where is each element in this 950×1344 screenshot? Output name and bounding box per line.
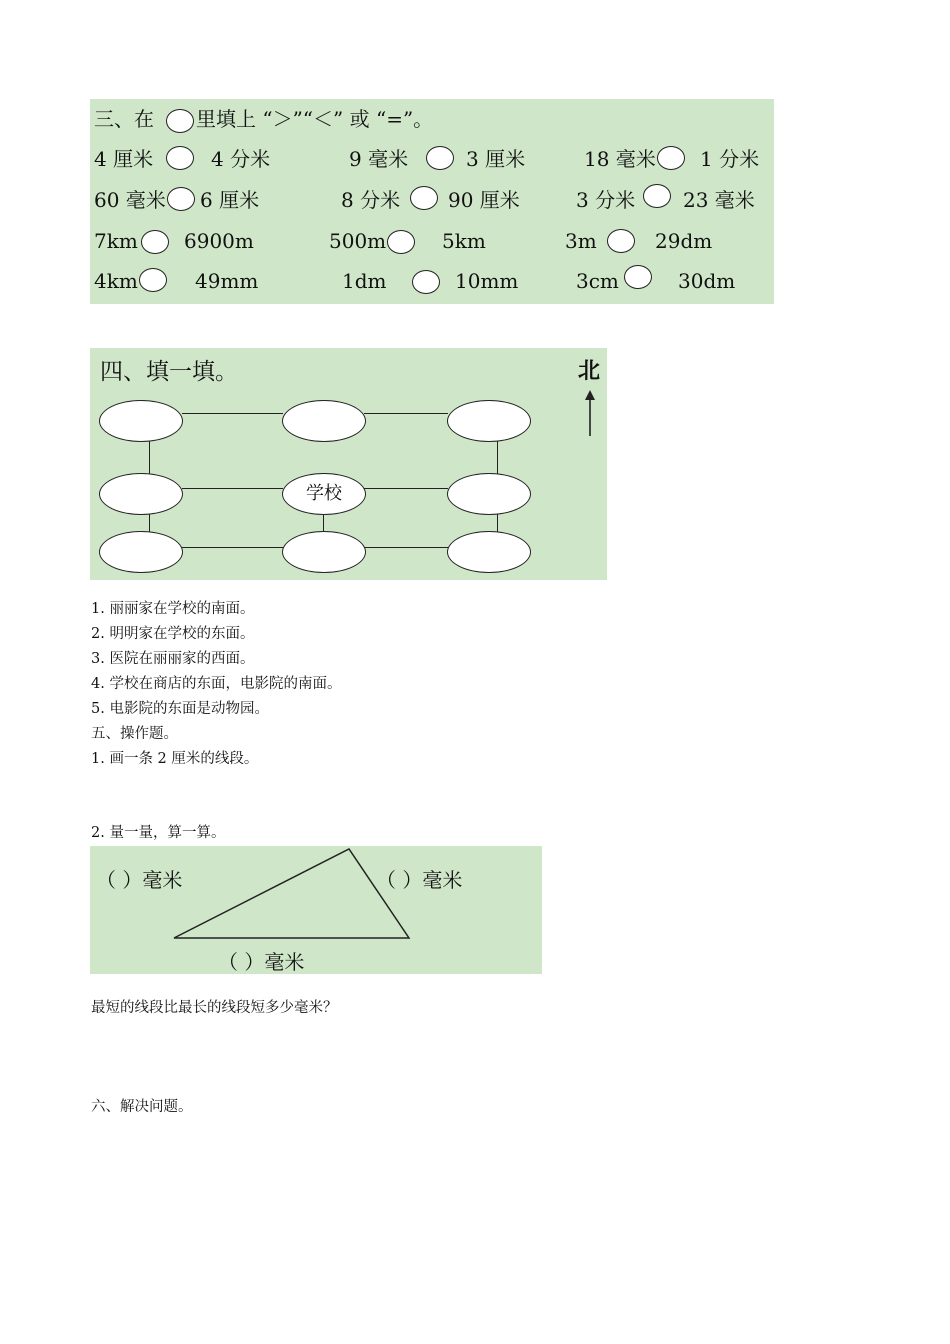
compare-circle[interactable] xyxy=(410,186,438,210)
clue: 3. 医院在丽丽家的西面。 xyxy=(91,651,255,667)
north-label: 北 xyxy=(578,359,601,384)
map-school: 学校 xyxy=(282,473,366,515)
map-connector xyxy=(182,488,283,489)
map-connector xyxy=(182,547,283,548)
cmp-left: 3cm xyxy=(576,269,619,293)
north-arrow-icon xyxy=(582,390,598,438)
cmp-left: 4km xyxy=(94,269,138,293)
cmp-right: 4 分米 xyxy=(211,147,271,171)
map-connector xyxy=(364,488,448,489)
section6-title: 六、解决问题。 xyxy=(91,1099,193,1115)
cmp-left: 500m xyxy=(329,229,387,253)
cmp-right: 6900m xyxy=(184,229,254,253)
compare-circle[interactable] xyxy=(607,229,635,253)
cmp-left: 60 毫米 xyxy=(94,188,166,212)
cmp-left: 3m xyxy=(565,229,597,253)
compare-circle[interactable] xyxy=(412,270,440,294)
cmp-left: 18 毫米 xyxy=(584,147,656,171)
section4-title: 四、填一填。 xyxy=(100,359,238,385)
map-connector xyxy=(497,514,498,532)
compare-circle[interactable] xyxy=(426,146,454,170)
map-connector xyxy=(497,441,498,475)
cmp-left: 7km xyxy=(94,229,138,253)
cmp-left: 3 分米 xyxy=(576,188,636,212)
cmp-right: 23 毫米 xyxy=(683,188,755,212)
compare-circle[interactable] xyxy=(624,265,652,289)
compare-circle[interactable] xyxy=(141,230,169,254)
map-slot-nw[interactable] xyxy=(99,400,183,442)
clue: 4. 学校在商店的东面，电影院的南面。 xyxy=(91,676,342,692)
section5-q1: 1. 画一条 2 厘米的线段。 xyxy=(91,751,259,767)
clue: 1. 丽丽家在学校的南面。 xyxy=(91,601,255,617)
map-slot-ne[interactable] xyxy=(447,400,531,442)
map-connector xyxy=(149,514,150,532)
compare-circle[interactable] xyxy=(387,230,415,254)
map-slot-s[interactable] xyxy=(282,531,366,573)
map-slot-e[interactable] xyxy=(447,473,531,515)
cmp-left: 1dm xyxy=(342,269,387,293)
cmp-right: 10mm xyxy=(455,269,519,293)
compare-circle[interactable] xyxy=(167,187,195,211)
compare-circle[interactable] xyxy=(643,184,671,208)
map-slot-se[interactable] xyxy=(447,531,531,573)
section3-title-b: 里填上 “＞”“＜” 或 “=”。 xyxy=(196,107,434,131)
cmp-right: 1 分米 xyxy=(700,147,760,171)
map-slot-n[interactable] xyxy=(282,400,366,442)
map-connector xyxy=(364,413,448,414)
cmp-right: 3 厘米 xyxy=(466,147,526,171)
compare-circle[interactable] xyxy=(657,146,685,170)
title-circle-icon xyxy=(166,109,194,133)
section5-q2: 2. 量一量，算一算。 xyxy=(91,825,226,841)
compare-circle[interactable] xyxy=(139,268,167,292)
cmp-left: 4 厘米 xyxy=(94,147,154,171)
cmp-left: 8 分米 xyxy=(341,188,401,212)
blank-bottom-side[interactable]: （ ）毫米 xyxy=(218,950,305,974)
map-connector xyxy=(364,547,448,548)
section3-title-a: 三、在 xyxy=(94,107,154,131)
cmp-right: 90 厘米 xyxy=(448,188,520,212)
map-slot-sw[interactable] xyxy=(99,531,183,573)
blank-left-side[interactable]: （ ）毫米 xyxy=(96,868,183,892)
map-connector xyxy=(149,441,150,475)
clue: 5. 电影院的东面是动物园。 xyxy=(91,701,269,717)
map-connector xyxy=(323,514,324,532)
cmp-right: 29dm xyxy=(655,229,713,253)
cmp-right: 5km xyxy=(442,229,486,253)
cmp-right: 30dm xyxy=(678,269,736,293)
clue: 2. 明明家在学校的东面。 xyxy=(91,626,255,642)
compare-circle[interactable] xyxy=(166,146,194,170)
cmp-right: 49mm xyxy=(195,269,259,293)
map-slot-w[interactable] xyxy=(99,473,183,515)
section5-title: 五、操作题。 xyxy=(91,726,178,742)
blank-right-side[interactable]: （ ）毫米 xyxy=(376,868,463,892)
cmp-right: 6 厘米 xyxy=(200,188,260,212)
section5-question: 最短的线段比最长的线段短多少毫米？ xyxy=(91,1000,338,1016)
cmp-left: 9 毫米 xyxy=(349,147,409,171)
map-connector xyxy=(182,413,283,414)
